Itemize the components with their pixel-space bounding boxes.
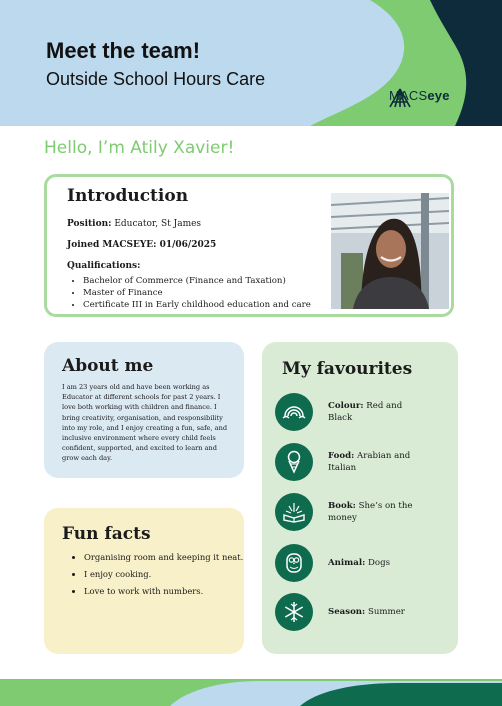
about-me-card	[44, 342, 244, 478]
fun-facts-card	[44, 508, 244, 654]
macseye-logo-text: MACSeye	[389, 88, 450, 103]
macseye-logo-icon	[389, 88, 411, 108]
list-item: • Love to work with numbers.	[84, 583, 259, 600]
footer-background	[0, 679, 502, 706]
footer-banner	[0, 679, 502, 706]
list-item: • Organising room and keeping it neat.	[84, 549, 259, 566]
list-item: • Certificate III in Early childhood education and care	[83, 299, 311, 311]
favourites-heading: My favourites	[282, 359, 413, 379]
favourite-colour: Colour: Red and Black	[275, 393, 428, 431]
favourite-animal: Animal: Dogs	[275, 544, 428, 582]
introduction-card	[44, 174, 454, 317]
favourite-food: Food: Arabian and Italian	[275, 443, 428, 481]
fun-facts-heading: Fun facts	[62, 524, 151, 544]
profile-photo	[331, 193, 449, 309]
page-title: Meet the team!	[46, 38, 201, 63]
book-icon	[275, 493, 313, 531]
macseye-logo	[389, 88, 450, 103]
rainbow-icon	[275, 393, 313, 431]
profile-photo-image	[331, 193, 449, 309]
qualifications-label: Qualifications:	[67, 261, 141, 271]
list-item: • Master of Finance	[83, 287, 311, 299]
snowflake-icon	[275, 593, 313, 631]
owl-icon	[275, 544, 313, 582]
about-me-text: I am 23 years old and have been working as Educator at different schools for past 2 years. I love both working with children and finance. I bring creativity, organisation, and responsibility into my role, and I enjoy creating a fun, safe, and inclusive environment where every child feels confident, supported, and excited to learn and grow each day.	[62, 383, 228, 463]
list-item: • I enjoy cooking.	[84, 566, 259, 583]
header-banner	[0, 0, 502, 126]
greeting: Hello, I’m Atily Xavier!	[44, 138, 235, 158]
about-me-heading: About me	[62, 356, 154, 376]
qualifications-list	[67, 275, 311, 311]
page-subtitle: Outside School Hours Care	[46, 69, 266, 89]
favourite-season: Season: Summer	[275, 593, 428, 631]
favourite-book: Book: She’s on the money	[275, 493, 428, 531]
ice-cream-icon	[275, 443, 313, 481]
fun-facts-list	[62, 549, 259, 600]
favourites-card	[262, 342, 458, 654]
introduction-heading: Introduction	[67, 186, 189, 206]
position-line: Position: Educator, St James	[67, 219, 202, 229]
list-item: • Bachelor of Commerce (Finance and Taxation)	[83, 275, 311, 287]
joined-line: Joined MACSEYE: 01/06/2025	[67, 240, 217, 250]
